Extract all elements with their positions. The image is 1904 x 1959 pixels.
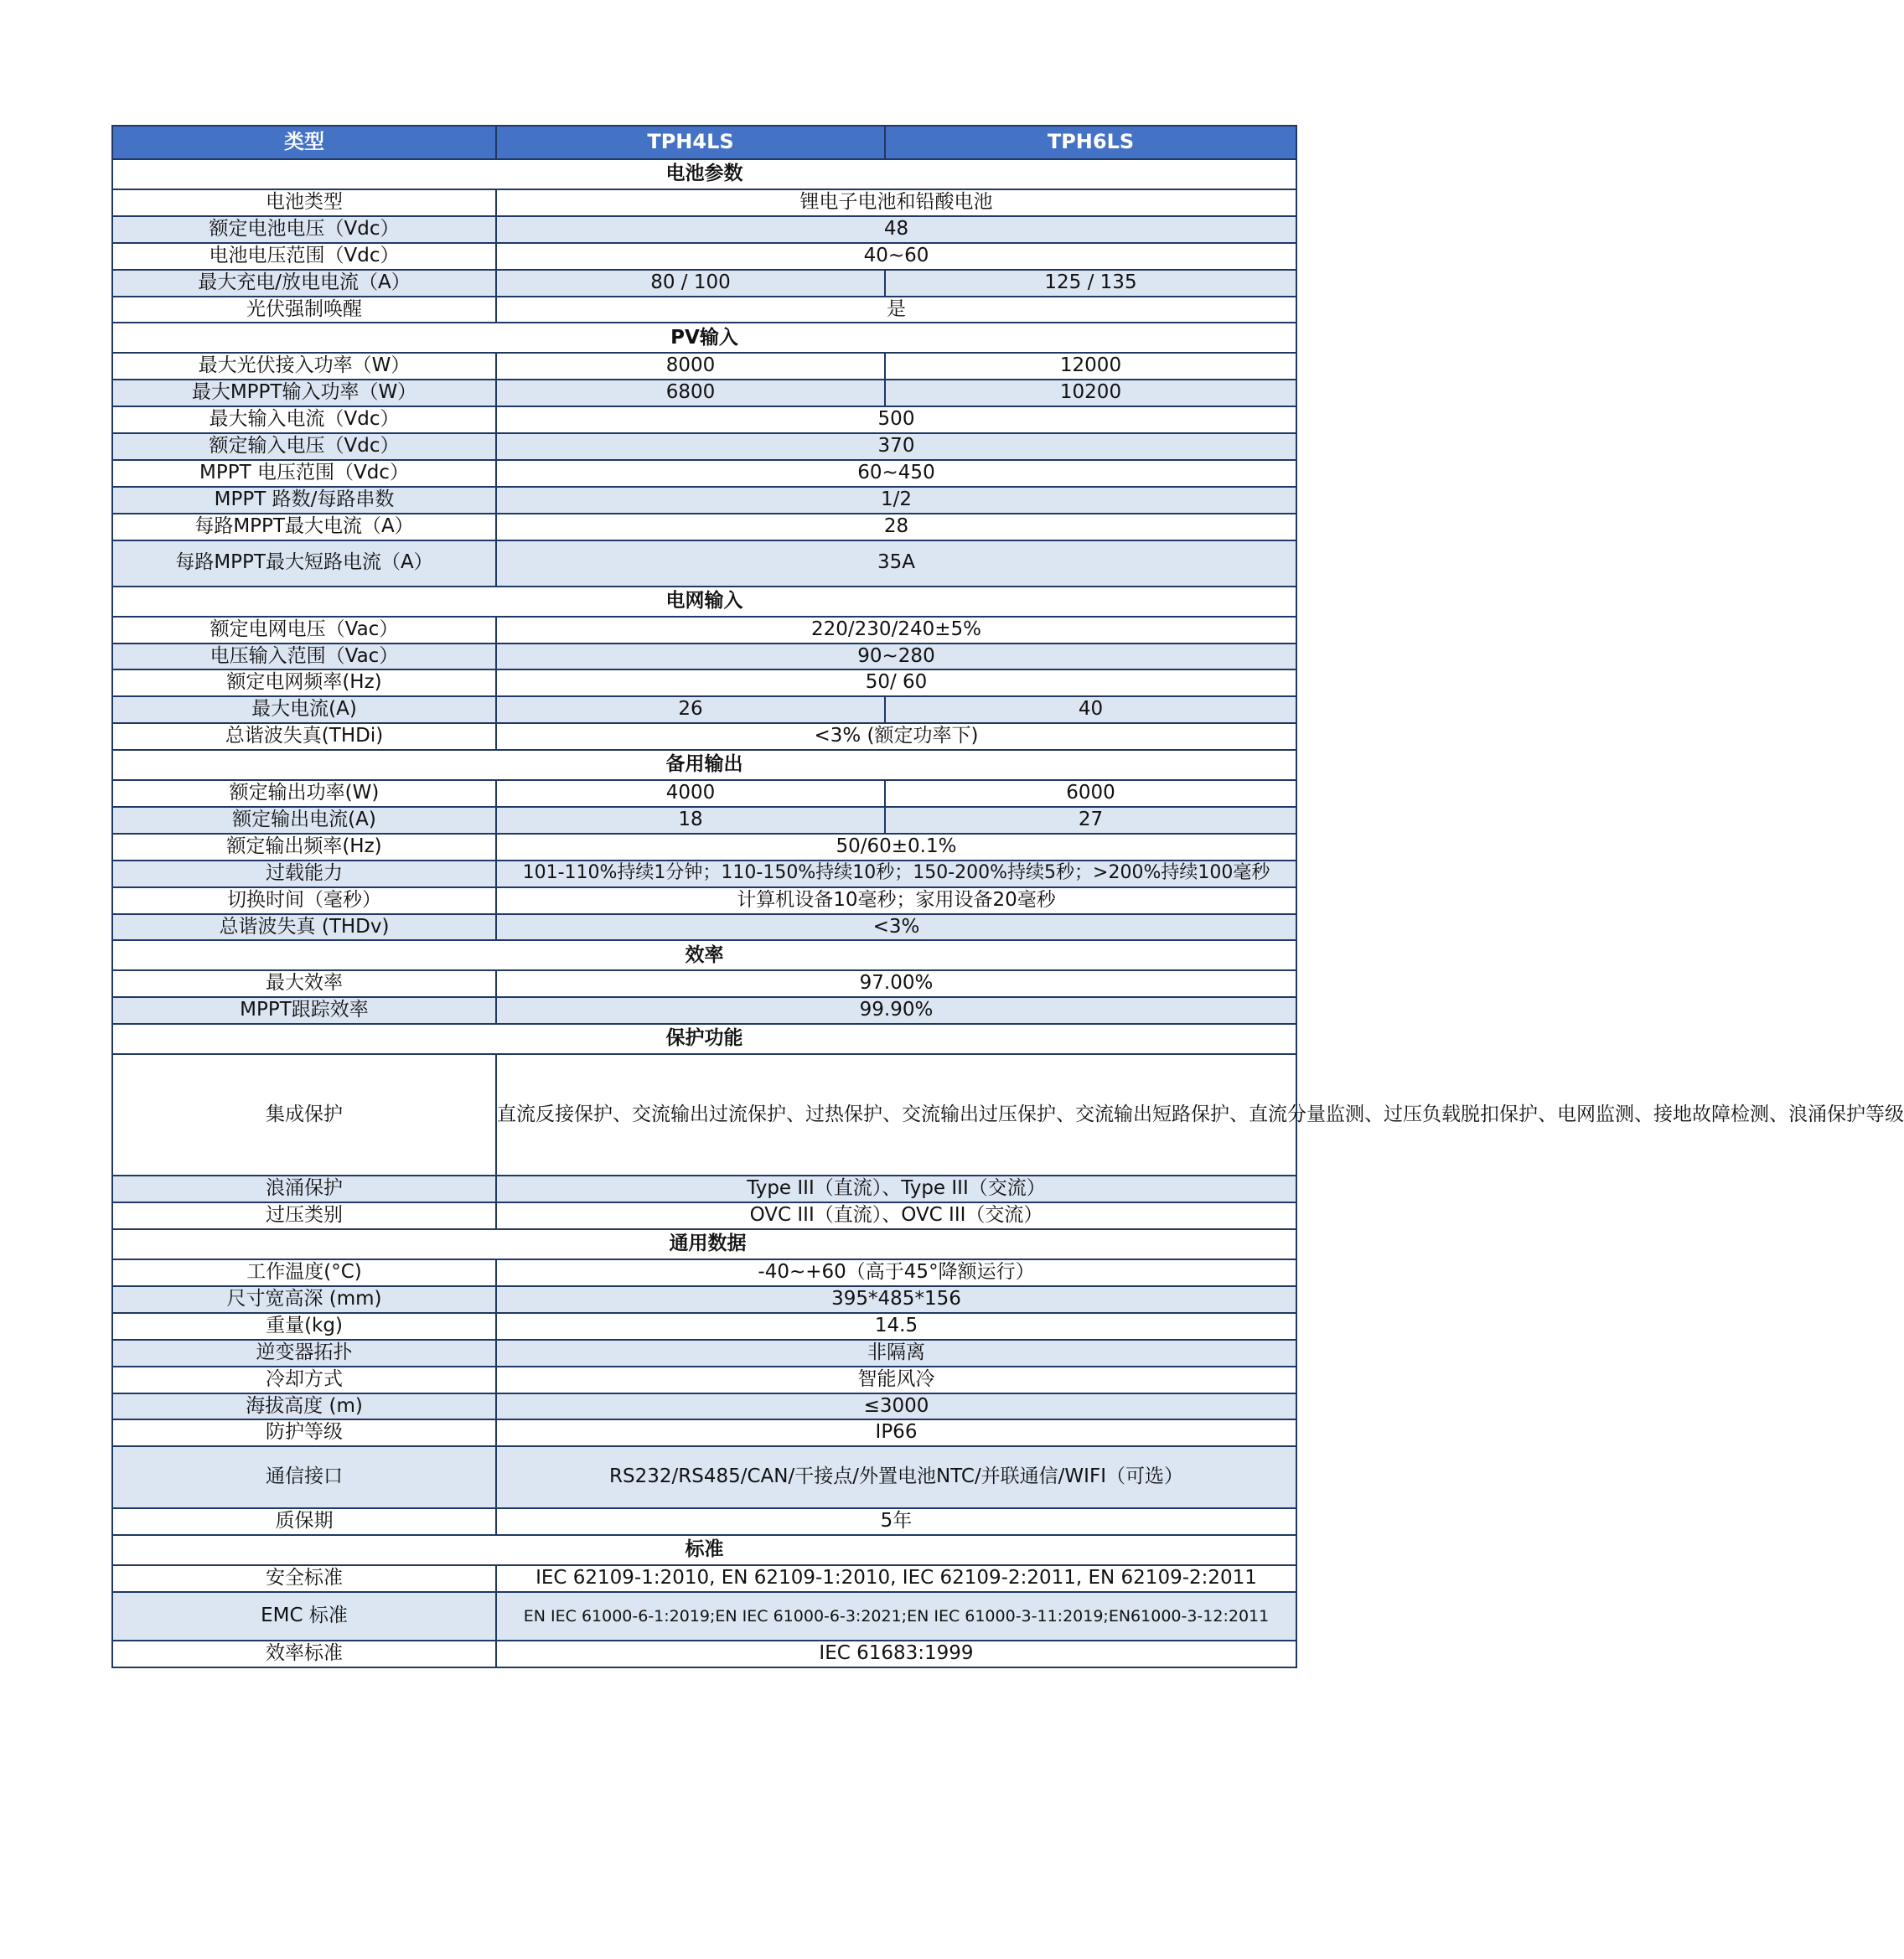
row-label: 冷却方式 [112, 1367, 496, 1393]
section-protection [112, 1024, 1296, 1054]
section-pv [112, 323, 1296, 353]
row-value: 370 [496, 433, 1296, 460]
section-efficiency [112, 940, 1296, 970]
row-value-b: 40 [885, 696, 1296, 723]
row-value-b: 10200 [885, 380, 1296, 406]
row-value-a: 26 [496, 696, 885, 723]
table-header-row [112, 126, 1296, 159]
row-label: 电池类型 [112, 189, 496, 216]
table-row [112, 1367, 1296, 1393]
row-value: 锂电子电池和铅酸电池 [496, 189, 1296, 216]
row-label: 每路MPPT最大短路电流（A） [112, 540, 496, 587]
header-model-a: TPH4LS [496, 126, 885, 159]
row-label: 总谐波失真 (THDv) [112, 914, 496, 941]
row-label: 额定输入电压（Vdc） [112, 433, 496, 460]
row-value: RS232/RS485/CAN/干接点/外置电池NTC/并联通信/WIFI（可选） [496, 1446, 1296, 1508]
table-row [112, 1054, 1296, 1176]
row-label: 最大充电/放电电流（A） [112, 270, 496, 297]
row-label: 额定输出电流(A) [112, 807, 496, 834]
section-title: 备用输出 [112, 750, 1296, 780]
spec-table [111, 125, 1904, 1668]
row-value: <3% [496, 914, 1296, 941]
table-row [112, 1592, 1296, 1641]
row-value: EN IEC 61000-6-1:2019;EN IEC 61000-6-3:2021;EN IEC 61000-3-11:2019;EN61000-3-12:2011 [496, 1592, 1296, 1641]
row-label: 安全标准 [112, 1565, 496, 1592]
table-row [112, 1340, 1296, 1367]
row-value: 90~280 [496, 644, 1296, 670]
table-row [112, 1202, 1296, 1229]
table-row [112, 834, 1296, 861]
row-value: IP66 [496, 1419, 1296, 1446]
row-value-a: 6800 [496, 380, 885, 406]
row-label: 每路MPPT最大电流（A） [112, 514, 496, 540]
section-general [112, 1229, 1296, 1259]
table-row [112, 807, 1296, 834]
row-label: 最大光伏接入功率（W） [112, 353, 496, 380]
row-label: 额定电网频率(Hz) [112, 669, 496, 696]
row-label: 过压类别 [112, 1202, 496, 1229]
row-value-a: 4000 [496, 780, 885, 807]
table-row [112, 297, 1296, 323]
section-title: 保护功能 [112, 1024, 1296, 1054]
table-row [112, 1565, 1296, 1592]
section-title: 通用数据 [112, 1229, 1296, 1259]
row-label: 集成保护 [112, 1054, 496, 1176]
table-row [112, 540, 1296, 587]
table-row [112, 380, 1296, 406]
table-row [112, 723, 1296, 750]
row-value: -40~+60（高于45°降额运行） [496, 1259, 1296, 1286]
table-row [112, 669, 1296, 696]
table-row [112, 406, 1296, 433]
table-row [112, 1419, 1296, 1446]
row-label: 防护等级 [112, 1419, 496, 1446]
row-label: 电池电压范围（Vdc） [112, 243, 496, 270]
row-value: IEC 61683:1999 [496, 1641, 1296, 1667]
row-label: 尺寸宽高深 (mm) [112, 1286, 496, 1313]
table-row [112, 460, 1296, 487]
row-label: 海拔高度 (m) [112, 1393, 496, 1420]
row-label: MPPT 电压范围（Vdc） [112, 460, 496, 487]
section-backup [112, 750, 1296, 780]
row-label: 逆变器拓扑 [112, 1340, 496, 1367]
row-value-b: 27 [885, 807, 1296, 834]
table-row [112, 270, 1296, 297]
table-row [112, 780, 1296, 807]
row-value: 是 [496, 297, 1296, 323]
section-grid [112, 587, 1296, 617]
table-row [112, 1286, 1296, 1313]
row-value: 1/2 [496, 487, 1296, 514]
row-value: 101-110%持续1分钟；110-150%持续10秒；150-200%持续5秒；>200%持续100毫秒 [496, 861, 1296, 887]
row-label: 过载能力 [112, 861, 496, 887]
row-label: 切换时间（毫秒） [112, 887, 496, 914]
row-label: 通信接口 [112, 1446, 496, 1508]
table-row [112, 997, 1296, 1024]
row-value-b: 6000 [885, 780, 1296, 807]
row-value: 智能风冷 [496, 1367, 1296, 1393]
row-value: 60~450 [496, 460, 1296, 487]
row-value: <3% (额定功率下) [496, 723, 1296, 750]
row-label: 额定输出功率(W) [112, 780, 496, 807]
row-value: 99.90% [496, 997, 1296, 1024]
row-value: 28 [496, 514, 1296, 540]
row-label: 电压输入范围（Vac） [112, 644, 496, 670]
section-title: PV输入 [112, 323, 1296, 353]
table-row [112, 1176, 1296, 1202]
row-value: 5年 [496, 1508, 1296, 1535]
row-value-b: 125 / 135 [885, 270, 1296, 297]
row-label: 效率标准 [112, 1641, 496, 1667]
section-title: 电网输入 [112, 587, 1296, 617]
table-row [112, 617, 1296, 644]
table-row [112, 1446, 1296, 1508]
table-row [112, 1259, 1296, 1286]
table-row [112, 487, 1296, 514]
table-row [112, 1641, 1296, 1667]
table-row [112, 1313, 1296, 1340]
row-label: 额定电池电压（Vdc） [112, 216, 496, 243]
row-label: 额定输出频率(Hz) [112, 834, 496, 861]
row-label: 光伏强制唤醒 [112, 297, 496, 323]
table-row [112, 514, 1296, 540]
row-value: 220/230/240±5% [496, 617, 1296, 644]
section-title: 标准 [112, 1535, 1296, 1565]
row-value-a: 18 [496, 807, 885, 834]
table-row [112, 696, 1296, 723]
row-label: MPPT 路数/每路串数 [112, 487, 496, 514]
row-value: 直流反接保护、交流输出过流保护、过热保护、交流输出过压保护、交流输出短路保护、直流分量监测、过压负载脱扣保护、电网监测、接地故障检测、浪涌保护等级 [496, 1054, 1296, 1176]
table-row [112, 914, 1296, 941]
table-row [112, 970, 1296, 997]
row-value: IEC 62109-1:2010, EN 62109-1:2010, IEC 62109-2:2011, EN 62109-2:2011 [496, 1565, 1296, 1592]
row-label: MPPT跟踪效率 [112, 997, 496, 1024]
row-label: EMC 标准 [112, 1592, 496, 1641]
row-value: 50/ 60 [496, 669, 1296, 696]
section-title: 效率 [112, 940, 1296, 970]
row-label: 浪涌保护 [112, 1176, 496, 1202]
row-value: ≤3000 [496, 1393, 1296, 1420]
row-value: 395*485*156 [496, 1286, 1296, 1313]
section-title: 电池参数 [112, 159, 1296, 189]
row-value: 计算机设备10毫秒；家用设备20毫秒 [496, 887, 1296, 914]
section-battery [112, 159, 1296, 189]
row-value: 50/60±0.1% [496, 834, 1296, 861]
row-label: 最大MPPT输入功率（W） [112, 380, 496, 406]
row-label: 质保期 [112, 1508, 496, 1535]
table-row [112, 216, 1296, 243]
table-row [112, 433, 1296, 460]
row-label: 最大输入电流（Vdc） [112, 406, 496, 433]
row-label: 额定电网电压（Vac） [112, 617, 496, 644]
header-model-b: TPH6LS [885, 126, 1296, 159]
table-row [112, 887, 1296, 914]
row-value: Type III（直流）、Type III（交流） [496, 1176, 1296, 1202]
row-value: 非隔离 [496, 1340, 1296, 1367]
row-label: 最大效率 [112, 970, 496, 997]
row-value-b: 12000 [885, 353, 1296, 380]
row-label: 重量(kg) [112, 1313, 496, 1340]
header-type: 类型 [112, 126, 496, 159]
table-row [112, 1508, 1296, 1535]
row-value: 40~60 [496, 243, 1296, 270]
row-value: 48 [496, 216, 1296, 243]
table-row [112, 353, 1296, 380]
row-value: 35A [496, 540, 1296, 587]
row-label: 总谐波失真(THDi) [112, 723, 496, 750]
row-value: 500 [496, 406, 1296, 433]
row-label: 最大电流(A) [112, 696, 496, 723]
table-row [112, 189, 1296, 216]
row-value: 97.00% [496, 970, 1296, 997]
row-value: 14.5 [496, 1313, 1296, 1340]
row-label: 工作温度(°C) [112, 1259, 496, 1286]
section-standards [112, 1535, 1296, 1565]
table-row [112, 644, 1296, 670]
row-value-a: 8000 [496, 353, 885, 380]
table-row [112, 243, 1296, 270]
table-row [112, 861, 1296, 887]
table-row [112, 1393, 1296, 1420]
row-value-a: 80 / 100 [496, 270, 885, 297]
row-value: OVC III（直流）、OVC III（交流） [496, 1202, 1296, 1229]
